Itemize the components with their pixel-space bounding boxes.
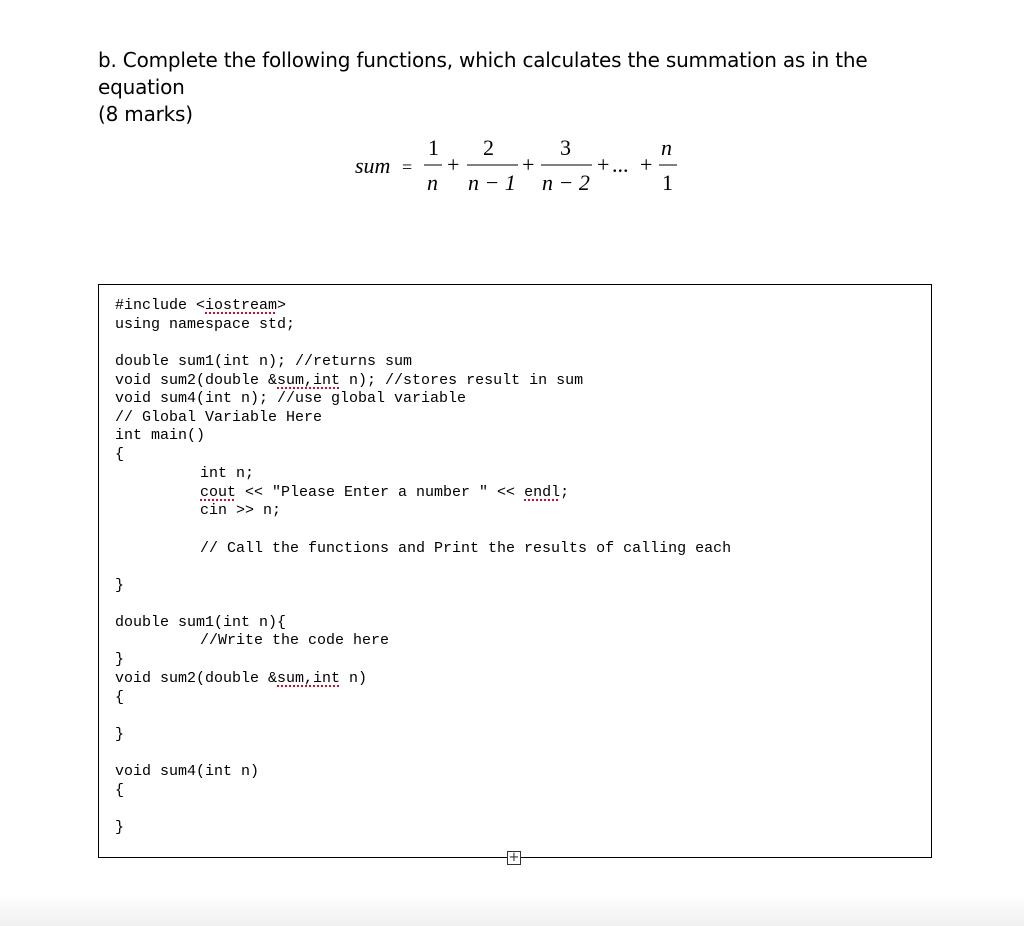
decl-sum2-flagged: sum,int	[277, 372, 341, 389]
term-3-denominator: n − 2	[542, 170, 590, 195]
decl-sum4-line: void sum4(int n); //use global variable	[115, 390, 467, 407]
sum2-open-brace: {	[115, 689, 125, 706]
term-3-numerator: 3	[560, 135, 571, 160]
def-sum2-line	[115, 670, 367, 688]
term-n-denominator: 1	[662, 170, 673, 195]
term-1-denominator: n	[427, 170, 438, 195]
main-signature-line: int main()	[115, 427, 206, 444]
decl-sum2-line	[115, 372, 583, 390]
call-comment-line: // Call the functions and Print the results of calling each	[200, 540, 732, 557]
write-comment-line: //Write the code here	[200, 632, 390, 649]
term-n-numerator: n	[661, 135, 672, 160]
decl-sum1-line: double sum1(int n); //returns sum	[115, 353, 413, 370]
sum2-close-brace: }	[115, 726, 125, 743]
sum4-close-brace: }	[115, 819, 125, 836]
term-2-denominator: n − 1	[468, 170, 516, 195]
sum1-close-brace: }	[115, 651, 125, 668]
global-comment-line: // Global Variable Here	[115, 409, 323, 426]
equation-graphic	[0, 128, 1024, 208]
def-sum1-line: double sum1(int n){	[115, 614, 287, 631]
main-close-brace: }	[115, 577, 125, 594]
endl-keyword: endl	[524, 484, 561, 501]
main-open-brace: {	[115, 446, 125, 463]
def-sum2-rest: n)	[340, 670, 368, 687]
using-line: using namespace std;	[115, 316, 296, 333]
question-line-1: b. Complete the following functions, which calculates the summation as in the equation	[98, 48, 868, 99]
sum4-open-brace: {	[115, 782, 125, 799]
include-line	[115, 297, 286, 315]
page-bottom-band	[0, 894, 1024, 926]
decl-sum2-rest: n); //stores result in sum	[340, 372, 584, 389]
def-sum2-flagged: sum,int	[277, 670, 341, 687]
plus-sign: +	[447, 152, 460, 177]
cout-keyword: cout	[200, 484, 237, 501]
equation-lhs: sum	[355, 153, 391, 178]
code-box	[98, 284, 932, 858]
def-sum2-part: void sum2(double &	[115, 670, 278, 687]
endl-semicolon: ;	[560, 484, 570, 501]
def-sum4-line: void sum4(int n)	[115, 763, 260, 780]
cin-line: cin >> n;	[200, 502, 282, 519]
int-n-line: int n;	[200, 465, 255, 482]
plus-sign: +	[597, 152, 610, 177]
include-library: iostream	[205, 297, 278, 314]
include-prefix: #include <	[115, 297, 206, 314]
cout-line	[200, 484, 569, 502]
plus-sign: +	[522, 152, 535, 177]
cout-text: << "Please Enter a number " <<	[236, 484, 525, 501]
equation-equals: =	[402, 157, 413, 177]
term-1-numerator: 1	[428, 135, 439, 160]
question-line-2: (8 marks)	[98, 102, 193, 126]
table-move-handle-icon[interactable]: +	[508, 850, 520, 865]
ellipsis: ...	[612, 152, 629, 177]
summation-equation	[0, 128, 1024, 208]
include-suffix: >	[277, 297, 287, 314]
term-2-numerator: 2	[483, 135, 494, 160]
plus-sign: +	[640, 152, 653, 177]
question-text	[98, 47, 958, 128]
decl-sum2-part: void sum2(double &	[115, 372, 278, 389]
